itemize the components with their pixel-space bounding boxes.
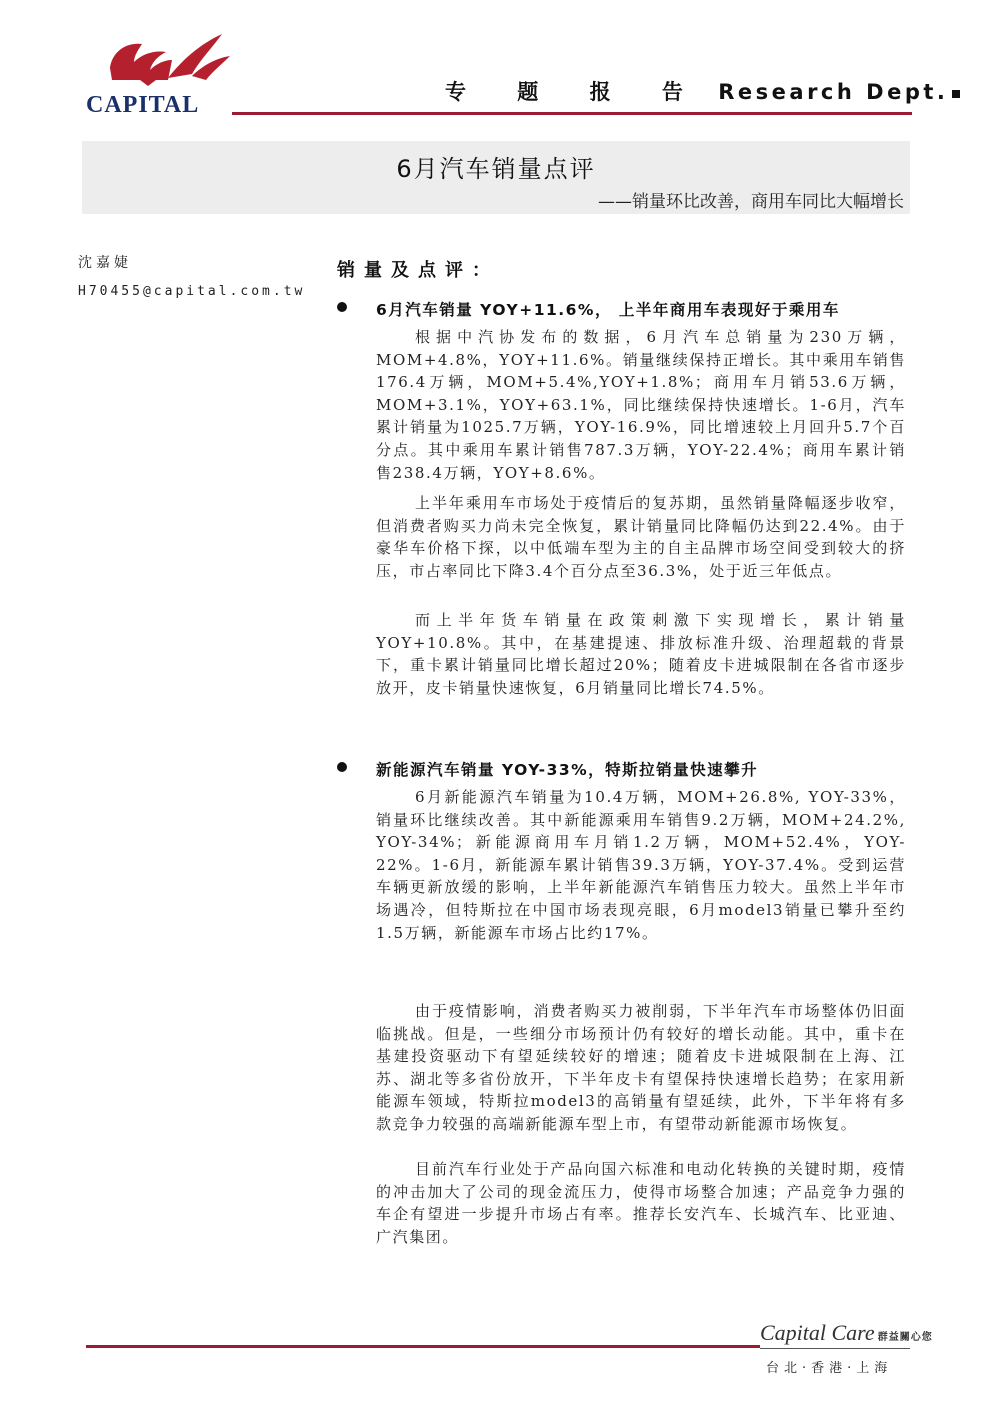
footer-brand: Capital Care <box>760 1320 875 1345</box>
paragraph-2: 上半年乘用车市场处于疫情后的复苏期，虽然销量降幅逐步收窄，但消费者购买力尚未完全恢复，累计销量同比降幅仍达到22.4%。由于豪华车价格下探，以中低端车型为主的自主品牌市场空间受到较大的挤压，市占率同比下降3.4个百分点至36.3%，处于近三年低点。 <box>376 494 906 580</box>
author-name: 沈嘉婕 <box>78 255 132 271</box>
title-band <box>82 141 910 214</box>
paragraph-3: 而上半年货车销量在政策刺激下实现增长，累计销量YOY+10.8%。其中，在基建提速、排放标准升级、治理超载的背景下，重卡累计销量同比增长超过20%；随着皮卡进城限制在各省市逐步放开，皮卡销量快速恢复，6月销量同比增长74.5%。 <box>376 611 906 697</box>
footer-brand-cn: 群益關心您 <box>877 1332 933 1343</box>
paragraph-1: 根据中汽协发布的数据，6月汽车总销量为230万辆，MOM+4.8%，YOY+11.6%。销量继续保持正增长。其中乘用车销售176.4万辆，MOM+5.4%,YOY+1.8%；商用车月销53.6万辆，MOM+3.1%，YOY+63.1%，同比继续保持快速增长。1-6月，汽车累计销量为1025.7万辆，YOY-16.9%，同比增速较上月回升5.7个百分点。其中乘用车累计销售787.3万辆，YOY-22.4%；商用车累计销售238.4万辆，YOY+8.6%。 <box>376 328 906 482</box>
report-type: 专 题 报 告 <box>445 80 705 104</box>
footer-cities: 台北·香港·上海 <box>766 1361 893 1376</box>
report-header <box>445 76 960 106</box>
section-heading: 销量及点评： <box>337 260 499 281</box>
bullet-heading-1: 6月汽车销量 YOY+11.6%， 上半年商用车表现好于乘用车 <box>376 301 840 319</box>
footer-rule-thin <box>760 1348 910 1349</box>
footer-rule <box>86 1345 760 1348</box>
page-subtitle: ——销量环比改善，商用车同比大幅增长 <box>598 192 904 212</box>
header-rule <box>232 112 912 115</box>
paragraph-5: 由于疫情影响，消费者购买力被削弱，下半年汽车市场整体仍旧面临挑战。但是，一些细分市场预计仍有较好的增长动能。其中，重卡在基建投资驱动下有望延续较好的增速；随着皮卡进城限制在上海、江苏、湖北等多省份放开，下半年皮卡有望保持快速增长趋势；在家用新能源车领域，特斯拉model3的高销量有望延续，此外，下半年将有多款竞争力较强的高端新能源车型上市，有望带动新能源市场恢复。 <box>376 1002 906 1133</box>
paragraph-4: 6月新能源汽车销量为10.4万辆，MOM+26.8%, YOY-33%，销量环比继续改善。其中新能源乘用车销售9.2万辆，MOM+24.2%, YOY-34%；新能源商用车月销1.2万辆，MOM+52.4%，YOY-22%。1-6月，新能源车累计销售39.3万辆，YOY-37.4%。受到运营车辆更新放缓的影响，上半年新能源汽车销售压力较大。虽然上半年市场遇冷，但特斯拉在中国市场表现亮眼，6月model3销量已攀升至约1.5万辆，新能源车市场占比约17%。 <box>376 788 906 942</box>
bullet-heading-2: 新能源汽车销量 YOY-33%，特斯拉销量快速攀升 <box>376 761 759 779</box>
page-title: 6月汽车销量点评 <box>396 155 596 183</box>
paragraph-6: 目前汽车行业处于产品向国六标准和电动化转换的关键时期，疫情的冲击加大了公司的现金流压力，使得市场整合加速；产品竞争力强的车企有望进一步提升市场占有率。推荐长安汽车、长城汽车、比亚迪、广汽集团。 <box>376 1160 906 1246</box>
capital-care-logo <box>760 1320 933 1346</box>
bullet-icon <box>337 762 347 772</box>
square-bullet-icon <box>952 90 960 98</box>
bullet-icon <box>337 302 347 312</box>
author-email: H70455@capital.com.tw <box>78 284 306 299</box>
logo-wordmark: CAPITAL <box>86 92 200 118</box>
research-dept: Research Dept. <box>718 80 949 104</box>
